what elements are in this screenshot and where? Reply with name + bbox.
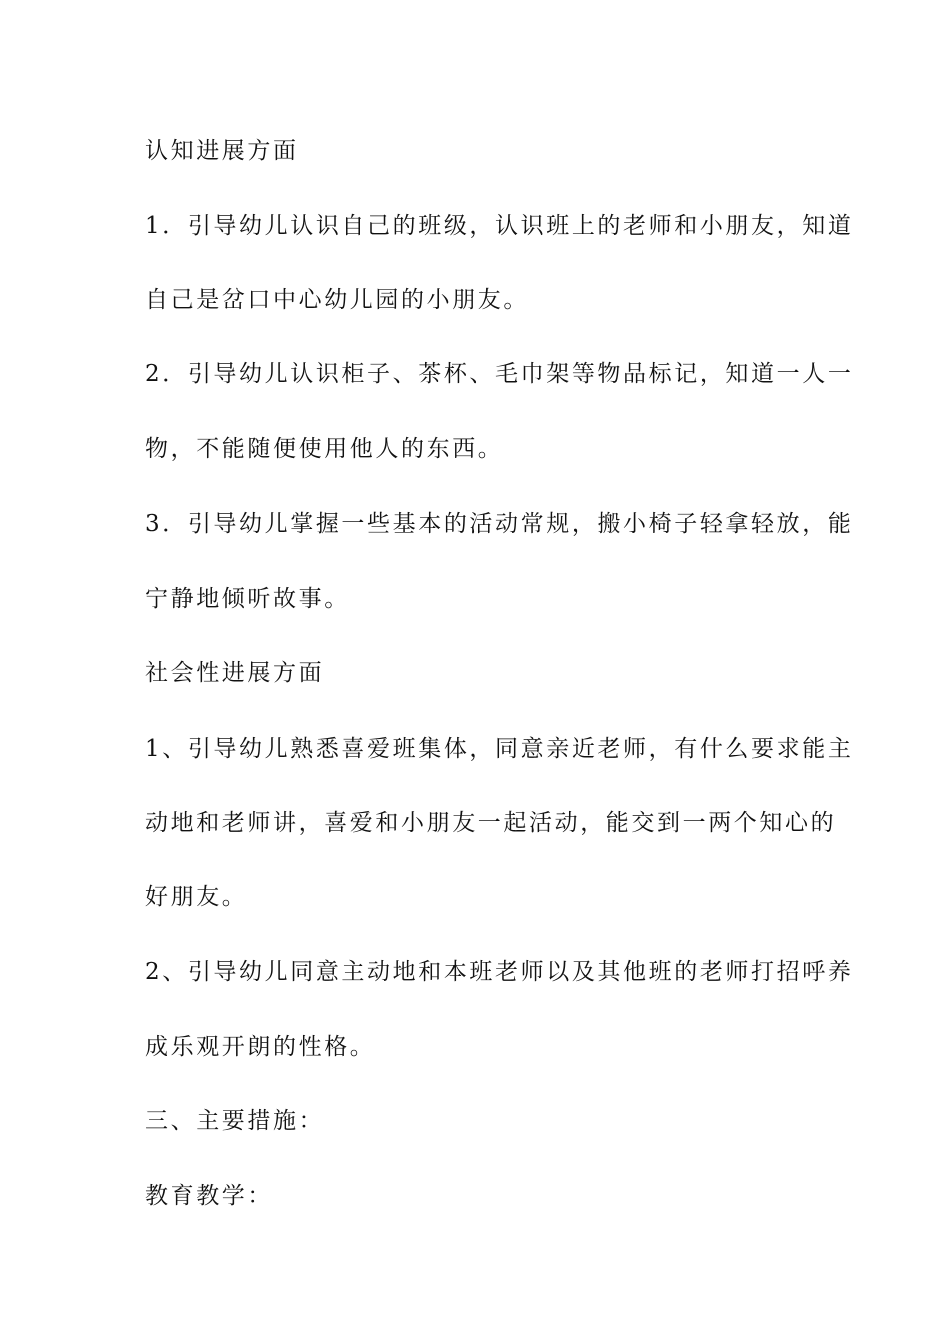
paragraph-line: 成乐观开朗的性格。 xyxy=(145,1034,376,1060)
section-heading-measures: 三、主要措施： xyxy=(145,1108,325,1134)
paragraph-line: 动地和老师讲，喜爱和小朋友一起活动，能交到一两个知心的 xyxy=(145,810,837,836)
paragraph-line: 宁静地倾听故事。 xyxy=(145,586,350,612)
section-heading-cognitive: 认知进展方面 xyxy=(145,138,299,164)
paragraph-line: 自己是岔口中心幼儿园的小朋友。 xyxy=(145,287,529,313)
paragraph-line: 物，不能随便使用他人的东西。 xyxy=(145,436,504,462)
section-heading-social: 社会性进展方面 xyxy=(145,660,325,686)
paragraph-line: 好朋友。 xyxy=(145,884,248,910)
paragraph-line: 1．引导幼儿认识自己的班级，认识班上的老师和小朋友，知道 xyxy=(145,213,854,239)
paragraph-line: 2、引导幼儿同意主动地和本班老师以及其他班的老师打招呼养 xyxy=(145,959,854,985)
paragraph-line: 1、引导幼儿熟悉喜爱班集体，同意亲近老师，有什么要求能主 xyxy=(145,736,854,762)
section-heading-teaching: 教育教学： xyxy=(145,1183,273,1209)
paragraph-line: 2．引导幼儿认识柜子、茶杯、毛巾架等物品标记，知道一人一 xyxy=(145,361,854,387)
paragraph-line: 3．引导幼儿掌握一些基本的活动常规，搬小椅子轻拿轻放，能 xyxy=(145,511,854,537)
